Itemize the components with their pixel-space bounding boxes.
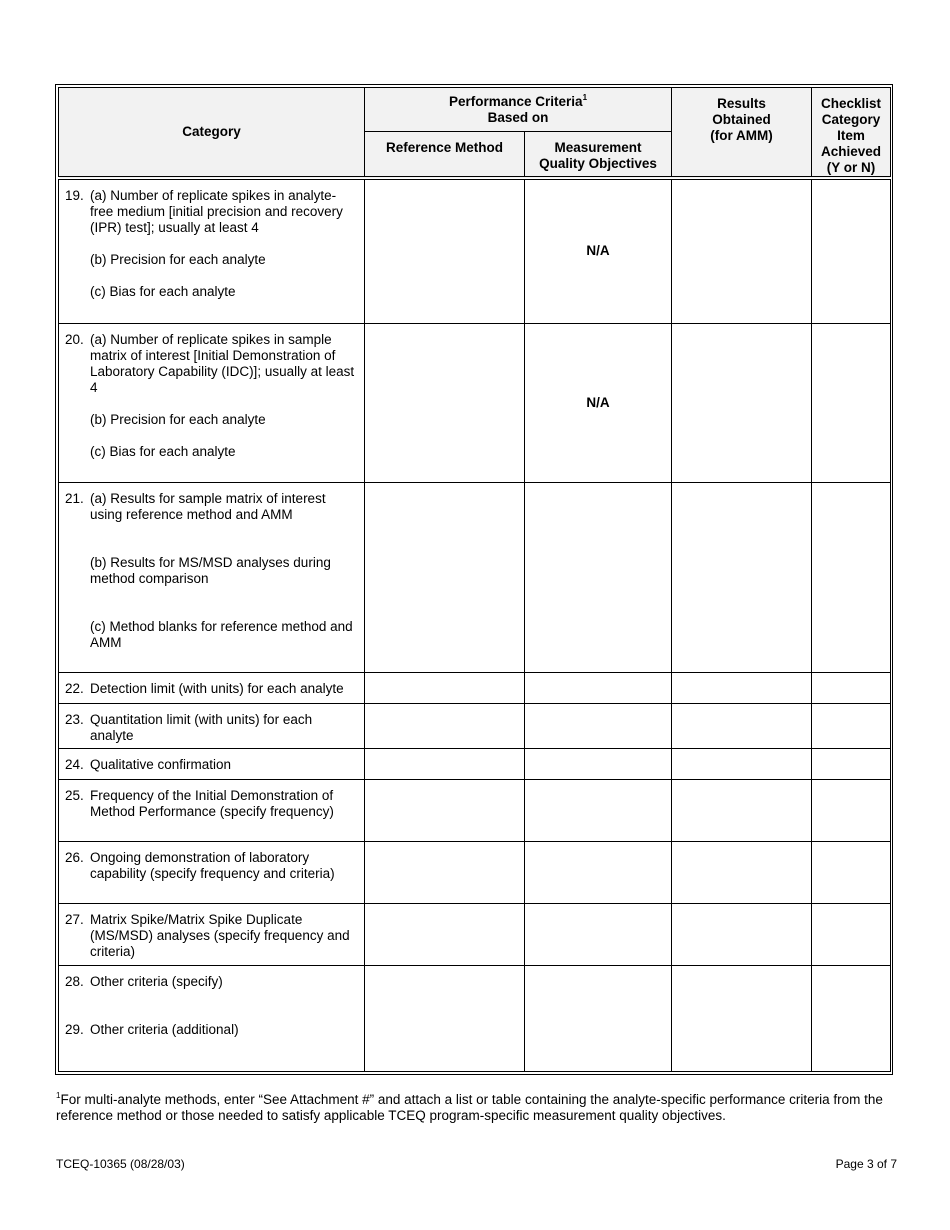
results-cell[interactable]	[672, 483, 812, 673]
category-cell-22	[59, 673, 365, 704]
reference-method-cell[interactable]	[365, 178, 525, 323]
reference-method-cell[interactable]	[365, 841, 525, 903]
item-subtext: (c) Method blanks for reference method and AMM	[90, 619, 353, 651]
reference-method-cell[interactable]	[365, 323, 525, 482]
item-text: Quantitation limit (with units) for each analyte	[90, 712, 313, 744]
item-text: Frequency of the Initial Demonstration of Method Performance (specify frequency)	[90, 787, 334, 819]
footnote-marker: 1	[56, 1091, 61, 1100]
mqo-cell[interactable]	[525, 673, 672, 704]
header-reference-method: Reference Method	[365, 132, 525, 178]
item-subtext: (b) Precision for each analyte	[90, 411, 266, 427]
reference-method-cell[interactable]	[365, 704, 525, 749]
category-cell-21	[59, 483, 365, 673]
table-row	[59, 841, 891, 903]
header-results-obtained: Results Obtained (for AMM)	[672, 88, 812, 179]
results-cell[interactable]	[672, 704, 812, 749]
table-row	[59, 903, 891, 965]
mqo-cell[interactable]	[525, 779, 672, 841]
item-number: 29.	[65, 1021, 84, 1037]
reference-method-cell[interactable]	[365, 673, 525, 704]
item-subtext: (c) Bias for each analyte	[90, 284, 236, 300]
achieved-cell[interactable]	[812, 323, 891, 482]
achieved-cell[interactable]	[812, 749, 891, 779]
achieved-cell[interactable]	[812, 704, 891, 749]
mqo-cell[interactable]	[525, 749, 672, 779]
form-id: TCEQ-10365 (08/28/03)	[56, 1157, 185, 1171]
category-cell-25	[59, 779, 365, 841]
mqo-cell: N/A	[525, 178, 672, 323]
page-number: Page 3 of 7	[835, 1157, 897, 1171]
achieved-cell[interactable]	[812, 779, 891, 841]
achieved-cell[interactable]	[812, 903, 891, 965]
item-number: 19.	[65, 188, 84, 204]
item-text: Matrix Spike/Matrix Spike Duplicate (MS/MSD) analyses (specify frequency and criteria)	[90, 911, 350, 959]
item-number: 28.	[65, 973, 84, 989]
table-row	[59, 323, 891, 482]
category-cell-27	[59, 903, 365, 965]
item-text: Other criteria (additional)	[90, 1021, 239, 1037]
reference-method-cell[interactable]	[365, 903, 525, 965]
table-row	[59, 749, 891, 779]
mqo-cell[interactable]	[525, 483, 672, 673]
item-subtext: (b) Precision for each analyte	[90, 252, 266, 268]
category-cell-20	[59, 323, 365, 482]
achieved-cell[interactable]	[812, 965, 891, 1071]
category-cell-24	[59, 749, 365, 779]
header-measurement-quality-objectives: Measurement Quality Objectives	[525, 132, 672, 178]
item-subtext: (b) Results for MS/MSD analyses during method comparison	[90, 555, 331, 587]
table-row	[59, 483, 891, 673]
table-row	[59, 965, 891, 1071]
achieved-cell[interactable]	[812, 178, 891, 323]
criteria-form	[55, 84, 893, 1075]
reference-method-cell[interactable]	[365, 779, 525, 841]
mqo-cell[interactable]	[525, 903, 672, 965]
header-performance-criteria: Performance Criteria$^1$ Based on	[365, 88, 672, 132]
mqo-cell[interactable]	[525, 965, 672, 1071]
achieved-cell[interactable]	[812, 841, 891, 903]
table-row	[59, 779, 891, 841]
item-number: 24.	[65, 757, 84, 773]
achieved-cell[interactable]	[812, 483, 891, 673]
mqo-cell: N/A	[525, 323, 672, 482]
category-cell-23	[59, 704, 365, 749]
item-number: 23.	[65, 712, 84, 728]
item-number: 22.	[65, 681, 84, 697]
item-number: 26.	[65, 849, 84, 865]
item-text: (a) Number of replicate spikes in analyte-free medium [initial precision and recovery (IPR) test]; usually at least 4	[90, 188, 343, 236]
reference-method-cell[interactable]	[365, 483, 525, 673]
reference-method-cell[interactable]	[365, 965, 525, 1071]
category-cell-19	[59, 178, 365, 323]
item-subtext: (c) Bias for each analyte	[90, 443, 236, 459]
item-number: 25.	[65, 787, 84, 803]
results-cell[interactable]	[672, 965, 812, 1071]
item-number: 20.	[65, 331, 84, 347]
item-text: Other criteria (specify)	[90, 973, 223, 989]
header-category: Category	[59, 88, 365, 179]
category-cell-26	[59, 841, 365, 903]
item-text: (a) Results for sample matrix of interest using reference method and AMM	[90, 491, 326, 523]
footnote	[56, 1092, 906, 1124]
mqo-cell[interactable]	[525, 841, 672, 903]
item-text: Qualitative confirmation	[90, 757, 232, 773]
results-cell[interactable]	[672, 323, 812, 482]
mqo-cell[interactable]	[525, 704, 672, 749]
achieved-cell[interactable]	[812, 673, 891, 704]
results-cell[interactable]	[672, 749, 812, 779]
item-text: Ongoing demonstration of laboratory capability (specify frequency and criteria)	[90, 849, 335, 881]
results-cell[interactable]	[672, 841, 812, 903]
item-number: 21.	[65, 491, 84, 507]
results-cell[interactable]	[672, 178, 812, 323]
header-checklist-achieved: Checklist Category Item Achieved (Y or N)	[812, 88, 891, 179]
item-text: (a) Number of replicate spikes in sample matrix of interest [Initial Demonstration of Laboratory Capability (IDC)]; usually at least 4	[90, 331, 355, 395]
results-cell[interactable]	[672, 903, 812, 965]
table-row	[59, 178, 891, 323]
footnote-text: For multi-analyte methods, enter “See Attachment #” and attach a list or table containing the analyte-specific performance criteria from the reference method or those needed to satisfy applicable TCEQ program-specific measurement quality objectives.	[56, 1092, 883, 1123]
results-cell[interactable]	[672, 673, 812, 704]
table-row	[59, 673, 891, 704]
item-text: Detection limit (with units) for each analyte	[90, 681, 344, 697]
reference-method-cell[interactable]	[365, 749, 525, 779]
criteria-table	[58, 87, 891, 1072]
category-cell-28-29	[59, 965, 365, 1071]
item-number: 27.	[65, 911, 84, 927]
results-cell[interactable]	[672, 779, 812, 841]
table-row	[59, 704, 891, 749]
